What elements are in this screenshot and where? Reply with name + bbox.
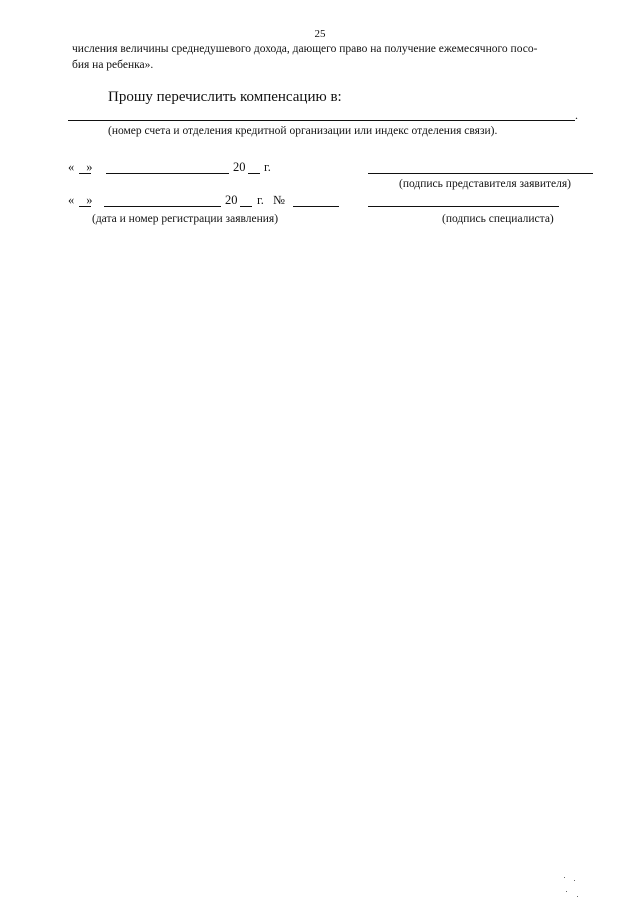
date2-day-field[interactable] xyxy=(79,206,91,207)
account-line-end-mark: . xyxy=(575,108,578,122)
date1-day-field[interactable] xyxy=(79,173,91,174)
scan-specks xyxy=(562,877,582,899)
specialist-signature-caption: (подпись специалиста) xyxy=(442,213,554,225)
date1-year-prefix: 20 xyxy=(233,160,246,174)
paragraph-line-1: числения величины среднедушевого дохода, дающего право на получение ежемесячного посо- xyxy=(72,43,538,55)
request-heading: Прошу перечислить компенсацию в: xyxy=(108,89,342,105)
specialist-signature-field[interactable] xyxy=(368,206,559,207)
representative-signature-caption: (подпись представителя заявителя) xyxy=(399,178,571,190)
page-number: 25 xyxy=(314,28,326,40)
date2-close-quote: » xyxy=(86,193,93,207)
registration-number-field[interactable] xyxy=(293,206,339,207)
registration-caption: (дата и номер регистрации заявления) xyxy=(92,213,279,225)
date1-open-quote: « xyxy=(68,160,75,174)
account-field-caption: (номер счета и отделения кредитной организации или индекс отделения связи). xyxy=(108,125,498,137)
date1-close-quote: » xyxy=(86,160,93,174)
date1-year-field[interactable] xyxy=(248,173,260,174)
account-number-field[interactable] xyxy=(68,120,575,121)
date2-year-field[interactable] xyxy=(240,206,252,207)
representative-signature-field[interactable] xyxy=(368,173,593,174)
date2-open-quote: « xyxy=(68,193,75,207)
registration-number-sign: № xyxy=(273,193,285,207)
date2-month-field[interactable] xyxy=(104,206,221,207)
date2-year-prefix: 20 xyxy=(225,193,238,207)
date2-year-suffix: г. xyxy=(257,193,264,207)
paragraph-line-2: бия на ребенка». xyxy=(72,59,154,71)
date1-year-suffix: г. xyxy=(264,160,271,174)
date1-month-field[interactable] xyxy=(106,173,229,174)
